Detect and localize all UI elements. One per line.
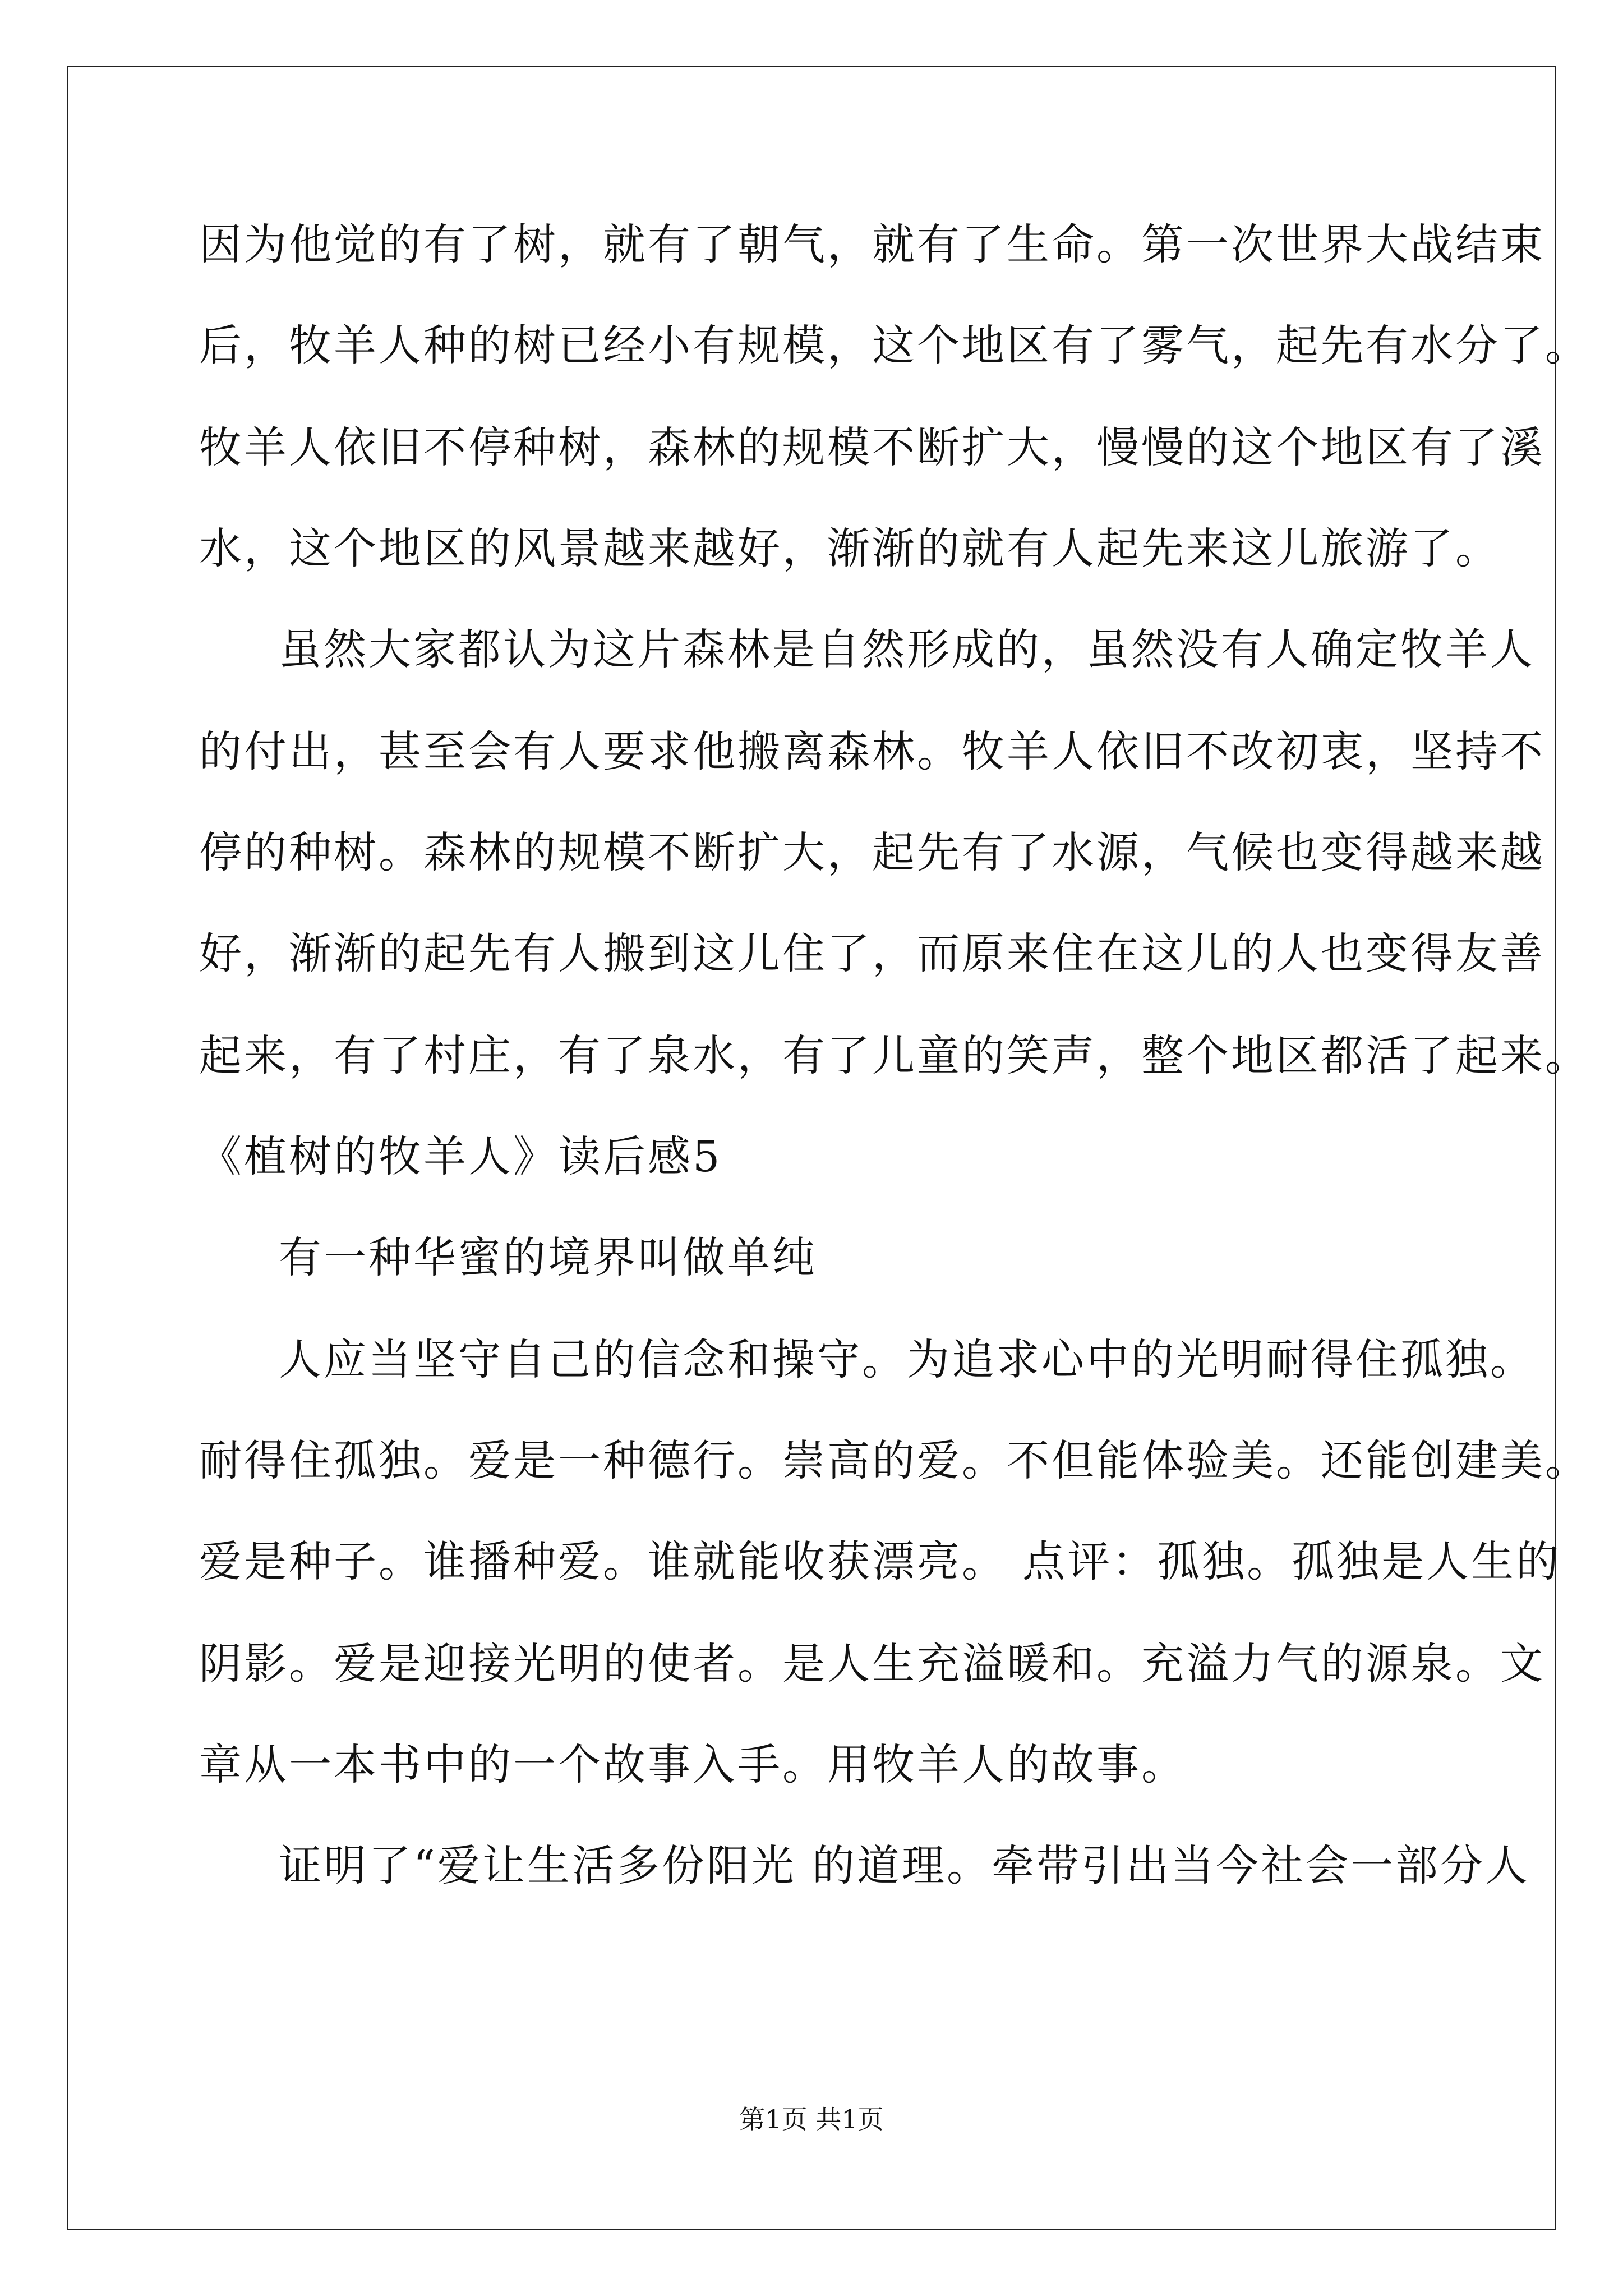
- page-number-footer: 第1页 共1页: [739, 2104, 884, 2134]
- text-line-6: 的付出，甚至会有人要求他搬离森林。牧羊人依旧不改初衷，坚持不: [199, 726, 1545, 776]
- text-line-9: 起来，有了村庄，有了泉水，有了儿童的笑声，整个地区都活了起来。: [199, 1030, 1590, 1080]
- text-line-1: 因为他觉的有了树，就有了朝气，就有了生命。第一次世界大战结束: [199, 219, 1545, 269]
- paragraph-start: 虽然大家都认为这片森林是自然形成的，虽然没有人确定牧羊人: [279, 624, 1535, 674]
- text-line-14: 爱是种子。谁播种爱。谁就能收获漂亮。 点评：孤独。孤独是人生的: [199, 1536, 1561, 1586]
- paragraph-start: 证明了“爱让生活多份阳光 的道理。牵带引出当今社会一部分人: [279, 1841, 1530, 1890]
- paragraph-start: 人应当坚守自己的信念和操守。为追求心中的光明耐得住孤独。: [279, 1335, 1535, 1384]
- text-line-3: 牧羊人依旧不停种树，森林的规模不断扩大，慢慢的这个地区有了溪: [199, 422, 1545, 472]
- text-line-2: 后，牧羊人种的树已经小有规模，这个地区有了雾气，起先有水分了。: [199, 320, 1590, 370]
- text-line-15: 阴影。爱是迎接光明的使者。是人生充溢暖和。充溢力气的源泉。文: [199, 1639, 1545, 1688]
- text-line-4: 水，这个地区的风景越来越好，渐渐的就有人起先来这儿旅游了。: [199, 523, 1500, 573]
- essay-title: 有一种华蜜的境界叫做单纯: [279, 1232, 817, 1282]
- text-line-16: 章从一本书中的一个故事入手。用牧羊人的故事。: [199, 1740, 1186, 1789]
- text-line-7: 停的种树。森林的规模不断扩大，起先有了水源，气候也变得越来越: [199, 827, 1545, 877]
- text-line-8: 好，渐渐的起先有人搬到这儿住了，而原来住在这儿的人也变得友善: [199, 928, 1545, 978]
- text-line-13: 耐得住孤独。爱是一种德行。崇高的爱。不但能体验美。还能创建美。: [199, 1435, 1590, 1485]
- section-heading: 《植树的牧羊人》读后感5: [199, 1131, 722, 1181]
